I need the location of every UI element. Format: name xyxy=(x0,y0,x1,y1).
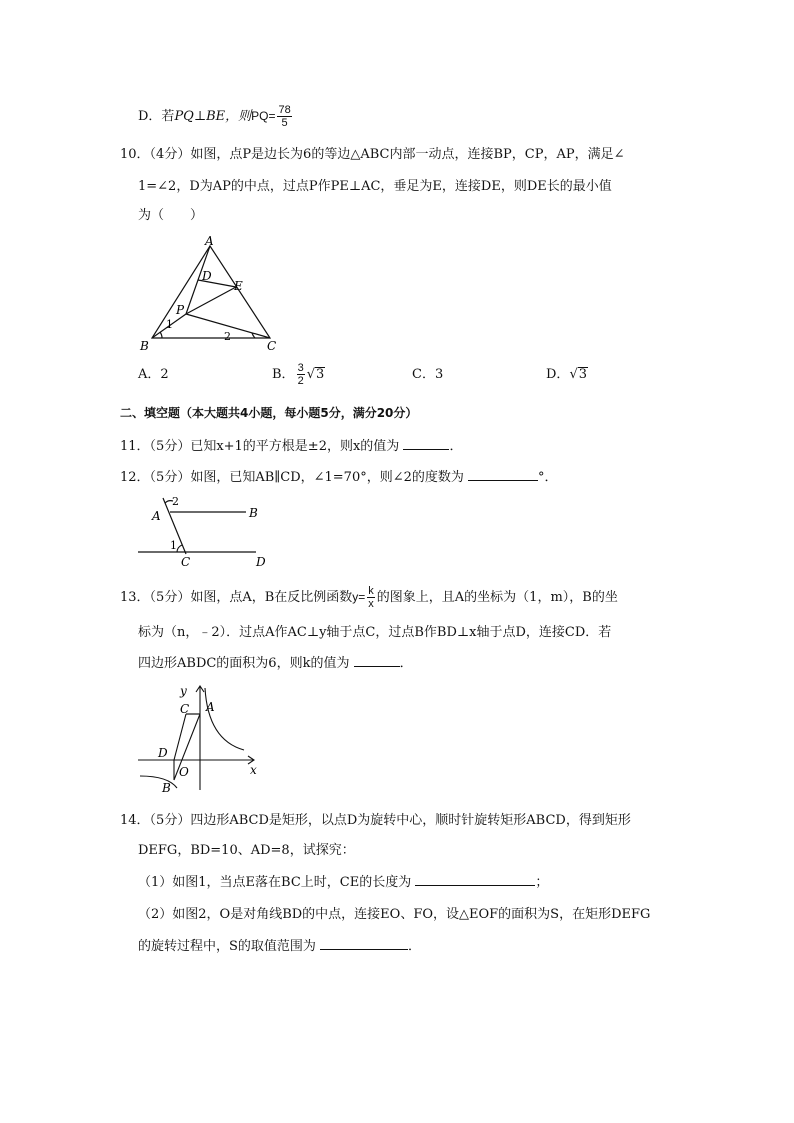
label-c: C xyxy=(267,339,277,353)
label-angle-2: 2 xyxy=(172,495,179,508)
label-y: y xyxy=(180,684,187,698)
q14-sub1-answer-blank[interactable] xyxy=(415,873,535,886)
radical-icon: √ xyxy=(306,367,315,382)
q10-line1: 10．（4分）如图，点P是边长为6的等边△ABC内部一动点，连接BP，CP，AP，满足∠ xyxy=(120,147,625,162)
radical-icon: √ xyxy=(569,367,578,382)
label-angle-2: 2 xyxy=(224,330,231,343)
q12-parallel-figure xyxy=(134,492,274,570)
label-c: C xyxy=(180,702,190,716)
q9-frac-num: 78 xyxy=(278,104,291,116)
q14-line1: 14．（5分）四边形ABCD是矩形，以点D为旋转中心，顺时针旋转矩形ABCD，得到矩形 xyxy=(120,813,631,828)
q13-func-num: k xyxy=(368,585,374,597)
section2-title: 二、填空题（本大题共4小题，每小题5分，满分20分） xyxy=(120,406,418,420)
q9-frac-den: 5 xyxy=(281,117,288,129)
q13-line3 xyxy=(138,654,413,673)
q10-option-d-label: D． xyxy=(546,367,570,382)
label-a: A xyxy=(205,234,214,248)
q10-b-root: 3 xyxy=(315,367,325,382)
angle-1-arc xyxy=(160,332,162,338)
q13-line1-b: 的图象上，且A的坐标为（1，m），B的坐 xyxy=(376,590,618,605)
q14-sub2-answer-blank[interactable] xyxy=(320,937,408,950)
label-a: A xyxy=(152,509,161,523)
curve-lower-branch xyxy=(140,776,177,788)
q10-line3: 为（ ） xyxy=(138,208,204,223)
q10-b-num: 3 xyxy=(297,362,304,374)
q14-sub2-line2 xyxy=(138,937,421,956)
q13-func-den: x xyxy=(368,598,374,610)
q10-triangle-figure xyxy=(132,232,292,357)
q11-text: 11．（5分）已知x+1的平方根是±2，则x的值为 xyxy=(120,439,400,454)
q14-sub2-text: 的旋转过程中，S的取值范围为 xyxy=(138,939,316,954)
label-x: x xyxy=(250,763,257,777)
label-p: P xyxy=(176,303,185,317)
label-a: A xyxy=(206,700,215,714)
q10-d-root: 3 xyxy=(578,367,588,382)
q13-end: ． xyxy=(399,656,413,671)
q11 xyxy=(120,437,462,456)
label-b: B xyxy=(140,339,149,353)
q13-func-y: y= xyxy=(352,590,366,604)
q10-option-a: A．2 xyxy=(138,367,169,382)
angle-1-arc xyxy=(177,545,182,552)
q12 xyxy=(120,468,558,487)
label-b: B xyxy=(162,781,171,795)
q9-option-d-prefix: D．若 xyxy=(138,109,175,124)
label-angle-1: 1 xyxy=(170,539,177,552)
q13-line3-text: 四边形ABDC的面积为6，则k的值为 xyxy=(138,656,350,671)
q10-option-b-label: B． xyxy=(272,367,295,382)
q14-line2: DEFG，BD=10、AD=8，试探究： xyxy=(138,843,355,858)
label-c: C xyxy=(181,555,191,569)
q9-option-d-fraction xyxy=(277,104,291,129)
q10-option-c: C．3 xyxy=(412,367,444,382)
label-d: D xyxy=(256,555,266,569)
label-e: E xyxy=(234,279,243,293)
label-angle-1: 1 xyxy=(166,318,173,331)
label-b: B xyxy=(249,506,258,520)
q10-line2: 1=∠2，D为AP的中点，过点P作PE⊥AC，垂足为E，连接DE，则DE长的最小值 xyxy=(138,179,612,194)
q9-option-d-pq: PQ= xyxy=(251,109,276,123)
q10-b-den: 2 xyxy=(297,375,304,387)
q13-line2: 标为（n，﹣2）．过点A作AC⊥y轴于点C，过点B作BD⊥x轴于点D，连接CD．若 xyxy=(138,625,612,640)
q12-text: 12．（5分）如图，已知AB∥CD，∠1=70°，则∠2的度数为 xyxy=(120,470,464,485)
q9-option-d-cond: PQ⊥BE，则 xyxy=(174,109,252,124)
q14-sub2-line1: （2）如图2，O是对角线BD的中点，连接EO、FO，设△EOF的面积为S，在矩形DEFG xyxy=(138,907,651,922)
curve-upper-branch xyxy=(205,688,244,750)
label-d: D xyxy=(158,746,168,760)
label-o: O xyxy=(179,765,189,779)
q10-option-d xyxy=(546,366,588,384)
q11-answer-blank[interactable] xyxy=(403,437,449,450)
q12-answer-blank[interactable] xyxy=(468,468,538,481)
q14-sub1-end: ； xyxy=(535,875,549,890)
q14-sub2-end: ． xyxy=(408,939,422,954)
q9-option-d xyxy=(138,104,294,129)
q11-end: ． xyxy=(449,439,463,454)
label-d: D xyxy=(202,269,212,283)
q10-option-b-fraction xyxy=(297,362,305,387)
q13-answer-blank[interactable] xyxy=(354,654,400,667)
q12-end: °． xyxy=(538,470,558,485)
q14-sub1 xyxy=(138,873,548,892)
q13-coordinate-figure xyxy=(134,680,264,800)
q13-func-fraction xyxy=(367,585,375,610)
q10-option-b xyxy=(272,362,325,387)
q13-line1-a: 13．（5分）如图，点A，B在反比例函数 xyxy=(120,590,353,605)
q14-sub1-text: （1）如图1，当点E落在BC上时，CE的长度为 xyxy=(138,875,412,890)
q13-line1 xyxy=(120,585,618,610)
